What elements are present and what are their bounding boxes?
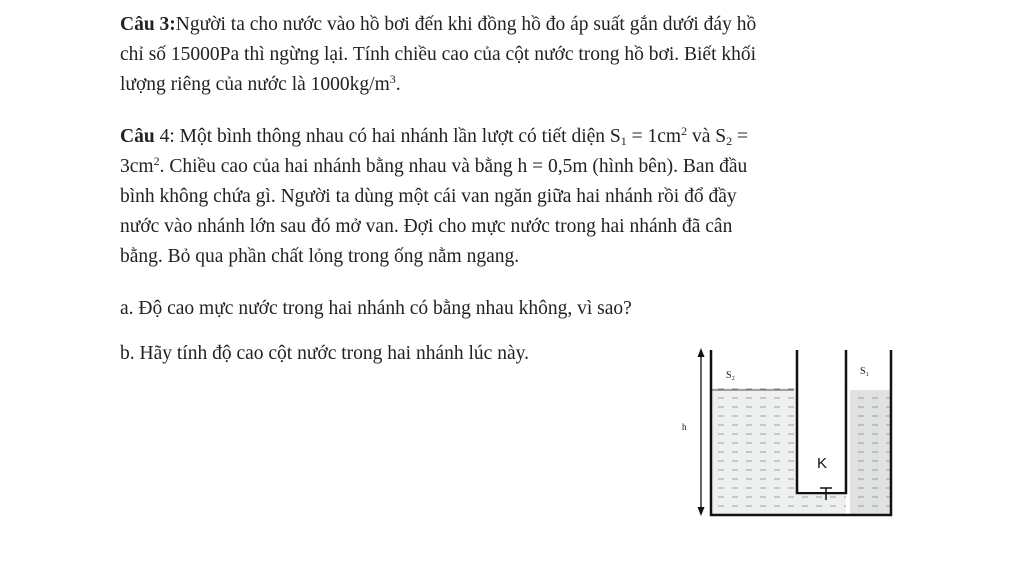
q4-line-4: nước vào nhánh lớn sau đó mở van. Đợi cho mực nước trong hai nhánh đã cân — [120, 216, 733, 237]
q4-line-2: $3cm^2$. Chiều cao của hai nhánh bằng nhau và bằng h = 0,5m (hình bên). Ban đầu — [120, 154, 748, 177]
label-k: K — [817, 455, 828, 472]
question-4 — [120, 122, 910, 272]
q3-line-2: chỉ số 15000Pa thì ngừng lại. Tính chiều cao của cột nước trong hồ bơi. Biết khối — [120, 44, 757, 65]
q3-line-1: Câu 3:Người ta cho nước vào hồ bơi đến khi đồng hồ đo áp suất gắn dưới đáy hồ — [120, 14, 757, 35]
question-4a: a. Độ cao mực nước trong hai nhánh có bằng nhau không, vì sao? — [120, 298, 632, 319]
q3-line-3: lượng riêng của nước là $1000kg/m^3$. — [120, 72, 401, 95]
q4-line-1: Câu 4: Một bình thông nhau có hai nhánh lần lượt có tiết diện $S_1 = 1cm^2$ và $S_2$ = — [120, 124, 748, 148]
label-h: h — [682, 422, 687, 432]
q4-line-3: bình không chứa gì. Người ta dùng một cái van ngăn giữa hai nhánh rồi đổ đầy — [120, 186, 737, 207]
label-s2: S₂ — [726, 370, 736, 381]
label-s1: S₁ — [860, 366, 870, 377]
q3-label: Câu 3: — [120, 14, 176, 35]
question-3 — [120, 10, 910, 100]
question-4b: b. Hãy tính độ cao cột nước trong hai nhánh lúc này. — [120, 343, 529, 364]
communicating-vessels-figure — [660, 340, 910, 525]
q4-label: Câu — [120, 126, 155, 147]
q4-line-5: bằng. Bỏ qua phần chất lỏng trong ống nằm ngang. — [120, 246, 520, 267]
